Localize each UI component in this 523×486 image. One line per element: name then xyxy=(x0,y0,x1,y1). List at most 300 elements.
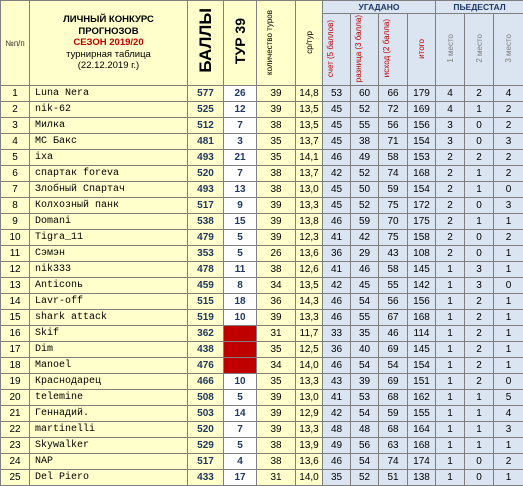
score-guessed: 35 xyxy=(323,470,351,486)
place1-count: 2 xyxy=(436,214,465,230)
tours-count: 26 xyxy=(257,246,296,262)
place3-count: 0 xyxy=(494,374,523,390)
row-number: 7 xyxy=(1,182,30,198)
points: 517 xyxy=(188,454,224,470)
tours-count: 34 xyxy=(257,278,296,294)
points: 529 xyxy=(188,438,224,454)
total-guessed: 175 xyxy=(408,214,436,230)
table-row xyxy=(1,230,523,246)
tours-count: 39 xyxy=(257,310,296,326)
tours-count: 39 xyxy=(257,406,296,422)
points: 520 xyxy=(188,422,224,438)
points: 503 xyxy=(188,406,224,422)
points: 538 xyxy=(188,214,224,230)
tour-points xyxy=(224,326,257,342)
player-name: Manoel xyxy=(30,358,188,374)
row-number: 4 xyxy=(1,134,30,150)
place1-count: 2 xyxy=(436,166,465,182)
score-guessed: 46 xyxy=(323,310,351,326)
place2-count: 2 xyxy=(465,326,494,342)
diff-guessed: 48 xyxy=(351,422,379,438)
place3-count: 1 xyxy=(494,470,523,486)
place3-count: 1 xyxy=(494,438,523,454)
tour-points: 5 xyxy=(224,230,257,246)
tours-count: 36 xyxy=(257,294,296,310)
place3-count: 0 xyxy=(494,278,523,294)
place2-count: 2 xyxy=(465,358,494,374)
place3-count: 2 xyxy=(494,230,523,246)
tours-count: 39 xyxy=(257,230,296,246)
score-guessed: 53 xyxy=(323,86,351,102)
row-number: 9 xyxy=(1,214,30,230)
place1-count: 4 xyxy=(436,86,465,102)
tours-count: 39 xyxy=(257,422,296,438)
player-name: martinelli xyxy=(30,422,188,438)
place1-count: 1 xyxy=(436,326,465,342)
diff-guessed: 52 xyxy=(351,198,379,214)
outcome-guessed: 69 xyxy=(379,374,408,390)
avg-per-tour: 12,9 xyxy=(296,406,323,422)
table-row xyxy=(1,118,523,134)
row-number: 25 xyxy=(1,470,30,486)
place1-count: 2 xyxy=(436,198,465,214)
total-guessed: 154 xyxy=(408,134,436,150)
score-guessed: 46 xyxy=(323,150,351,166)
row-number: 6 xyxy=(1,166,30,182)
place2-count: 0 xyxy=(465,230,494,246)
tour-header: ТУР 39 xyxy=(224,1,257,86)
total-guessed: 156 xyxy=(408,294,436,310)
place2-count: 2 xyxy=(465,342,494,358)
avg-per-tour: 14,3 xyxy=(296,294,323,310)
score-guessed: 33 xyxy=(323,326,351,342)
place2-count: 0 xyxy=(465,470,494,486)
score-guessed: 46 xyxy=(323,294,351,310)
place1-count: 3 xyxy=(436,118,465,134)
score-guessed: 45 xyxy=(323,182,351,198)
place1-count: 1 xyxy=(436,342,465,358)
avg-per-tour: 13,7 xyxy=(296,166,323,182)
outcome-guessed: 70 xyxy=(379,214,408,230)
diff-guessed: 52 xyxy=(351,470,379,486)
place2-count: 2 xyxy=(465,374,494,390)
total-guessed: 172 xyxy=(408,198,436,214)
outcome-guessed: 43 xyxy=(379,246,408,262)
avg-per-tour: 14,0 xyxy=(296,470,323,486)
place1-count: 2 xyxy=(436,246,465,262)
place1-count: 1 xyxy=(436,262,465,278)
contest-title-block xyxy=(30,1,188,86)
total-guessed: 151 xyxy=(408,374,436,390)
player-name: Tigra_11 xyxy=(30,230,188,246)
player-name: спартак foreva xyxy=(30,166,188,182)
tours-count: 31 xyxy=(257,470,296,486)
player-name: Skif xyxy=(30,326,188,342)
place2-count: 1 xyxy=(465,102,494,118)
diff-guessed: 52 xyxy=(351,166,379,182)
place2-count: 1 xyxy=(465,390,494,406)
avg-per-tour: 13,5 xyxy=(296,118,323,134)
row-number: 8 xyxy=(1,198,30,214)
tours-count: 38 xyxy=(257,438,296,454)
total-guessed: 164 xyxy=(408,422,436,438)
player-name: nik333 xyxy=(30,262,188,278)
player-name: Del Piero xyxy=(30,470,188,486)
diff-guessed: 60 xyxy=(351,86,379,102)
avg-per-tour: 13,7 xyxy=(296,134,323,150)
avg-per-tour: 13,9 xyxy=(296,438,323,454)
place3-count: 3 xyxy=(494,422,523,438)
points-header: БАЛЛЫ xyxy=(188,1,224,86)
points: 476 xyxy=(188,358,224,374)
outcome-guessed: 74 xyxy=(379,454,408,470)
avg-per-tour: 13,5 xyxy=(296,278,323,294)
place3-count: 1 xyxy=(494,310,523,326)
score-guessed: 41 xyxy=(323,230,351,246)
place1-count: 1 xyxy=(436,294,465,310)
outcome-guessed: 58 xyxy=(379,150,408,166)
guessed-group-header: УГАДАНО xyxy=(323,1,436,14)
points: 519 xyxy=(188,310,224,326)
points: 525 xyxy=(188,102,224,118)
table-row xyxy=(1,246,523,262)
title-line-1: ЛИЧНЫЙ КОНКУРС xyxy=(30,14,187,26)
place2-count: 0 xyxy=(465,454,494,470)
place1-count: 1 xyxy=(436,438,465,454)
avg-per-tour: 13,3 xyxy=(296,198,323,214)
table-row xyxy=(1,166,523,182)
total-guessed: 145 xyxy=(408,342,436,358)
player-name: Колхозный панк xyxy=(30,198,188,214)
player-name: Dim xyxy=(30,342,188,358)
title-line-2: ПРОГНОЗОВ xyxy=(30,26,187,38)
place1-count: 1 xyxy=(436,422,465,438)
outcome-guessed: 54 xyxy=(379,358,408,374)
row-number: 24 xyxy=(1,454,30,470)
avg-per-tour: 13,0 xyxy=(296,390,323,406)
place1-header: 1 место xyxy=(436,14,465,86)
points: 508 xyxy=(188,390,224,406)
row-number: 3 xyxy=(1,118,30,134)
row-number: 15 xyxy=(1,310,30,326)
score-guessed: 42 xyxy=(323,406,351,422)
points: 512 xyxy=(188,118,224,134)
place2-count: 0 xyxy=(465,246,494,262)
subtitle: турнирная таблица xyxy=(30,49,187,61)
score-guessed: 36 xyxy=(323,246,351,262)
score-guessed: 42 xyxy=(323,166,351,182)
place3-count: 1 xyxy=(494,294,523,310)
player-name: NAP xyxy=(30,454,188,470)
player-name: shark attack xyxy=(30,310,188,326)
avg-per-tour: 13,6 xyxy=(296,246,323,262)
diff-guessed: 50 xyxy=(351,182,379,198)
place2-count: 2 xyxy=(465,294,494,310)
place2-count: 1 xyxy=(465,422,494,438)
diff-header: разница (3 балла) xyxy=(351,14,379,86)
table-row xyxy=(1,198,523,214)
outcome-guessed: 75 xyxy=(379,230,408,246)
tour-points: 4 xyxy=(224,454,257,470)
place1-count: 1 xyxy=(436,278,465,294)
player-name: Lavr-off xyxy=(30,294,188,310)
podium-group-header: ПЬЕДЕСТАЛ xyxy=(436,1,523,14)
diff-guessed: 53 xyxy=(351,390,379,406)
points: 478 xyxy=(188,262,224,278)
tours-count: 38 xyxy=(257,454,296,470)
player-name: Геннадий. xyxy=(30,406,188,422)
total-guessed: 174 xyxy=(408,454,436,470)
avg-per-tour: 12,6 xyxy=(296,262,323,278)
tour-points: 5 xyxy=(224,390,257,406)
place1-count: 1 xyxy=(436,406,465,422)
total-guessed: 155 xyxy=(408,406,436,422)
tours-count: 39 xyxy=(257,102,296,118)
table-row xyxy=(1,422,523,438)
row-number: 12 xyxy=(1,262,30,278)
place3-count: 2 xyxy=(494,454,523,470)
total-guessed: 154 xyxy=(408,182,436,198)
tours-count: 39 xyxy=(257,198,296,214)
place3-count: 2 xyxy=(494,150,523,166)
points: 520 xyxy=(188,166,224,182)
place2-count: 1 xyxy=(465,182,494,198)
tour-points: 15 xyxy=(224,214,257,230)
place1-count: 2 xyxy=(436,182,465,198)
outcome-guessed: 71 xyxy=(379,134,408,150)
points: 438 xyxy=(188,342,224,358)
place2-count: 3 xyxy=(465,278,494,294)
diff-guessed: 39 xyxy=(351,374,379,390)
place3-count: 3 xyxy=(494,198,523,214)
tours-count: 38 xyxy=(257,262,296,278)
tours-count: 38 xyxy=(257,118,296,134)
tour-points: 3 xyxy=(224,134,257,150)
table-row xyxy=(1,262,523,278)
diff-guessed: 54 xyxy=(351,454,379,470)
place3-count: 1 xyxy=(494,358,523,374)
place2-count: 2 xyxy=(465,150,494,166)
total-guessed: 169 xyxy=(408,102,436,118)
total-header: итого xyxy=(408,14,436,86)
score-guessed: 46 xyxy=(323,358,351,374)
row-number: 5 xyxy=(1,150,30,166)
table-row xyxy=(1,374,523,390)
score-guessed: 41 xyxy=(323,390,351,406)
row-number: 10 xyxy=(1,230,30,246)
table-row xyxy=(1,294,523,310)
row-number: 16 xyxy=(1,326,30,342)
total-guessed: 153 xyxy=(408,150,436,166)
row-number: 1 xyxy=(1,86,30,102)
outcome-guessed: 51 xyxy=(379,470,408,486)
score-guessed: 45 xyxy=(323,134,351,150)
row-number: 17 xyxy=(1,342,30,358)
place3-header: 3 место xyxy=(494,14,523,86)
place1-count: 1 xyxy=(436,310,465,326)
player-name: Skywalker xyxy=(30,438,188,454)
table-row xyxy=(1,406,523,422)
place1-count: 1 xyxy=(436,358,465,374)
avg-header: ср/тур xyxy=(296,1,323,86)
tour-points: 7 xyxy=(224,166,257,182)
tours-count: 39 xyxy=(257,390,296,406)
total-guessed: 179 xyxy=(408,86,436,102)
row-number: 22 xyxy=(1,422,30,438)
avg-per-tour: 12,5 xyxy=(296,342,323,358)
points: 479 xyxy=(188,230,224,246)
player-name: Domani xyxy=(30,214,188,230)
place2-count: 2 xyxy=(465,310,494,326)
tours-count: 35 xyxy=(257,150,296,166)
row-number: 11 xyxy=(1,246,30,262)
tours-count: 39 xyxy=(257,214,296,230)
tours-count: 31 xyxy=(257,326,296,342)
row-number: 13 xyxy=(1,278,30,294)
tours-count: 39 xyxy=(257,86,296,102)
outcome-guessed: 55 xyxy=(379,278,408,294)
total-guessed: 156 xyxy=(408,118,436,134)
tour-points: 13 xyxy=(224,182,257,198)
total-guessed: 168 xyxy=(408,438,436,454)
place3-count: 1 xyxy=(494,262,523,278)
score-guessed: 46 xyxy=(323,454,351,470)
total-guessed: 154 xyxy=(408,358,436,374)
place2-count: 0 xyxy=(465,118,494,134)
score-guessed: 48 xyxy=(323,422,351,438)
outcome-guessed: 74 xyxy=(379,166,408,182)
player-name: Сэмэн xyxy=(30,246,188,262)
tours-count: 34 xyxy=(257,358,296,374)
avg-per-tour: 13,3 xyxy=(296,310,323,326)
total-guessed: 168 xyxy=(408,310,436,326)
outcome-guessed: 72 xyxy=(379,102,408,118)
place1-count: 3 xyxy=(436,134,465,150)
points: 577 xyxy=(188,86,224,102)
place2-count: 1 xyxy=(465,438,494,454)
diff-guessed: 38 xyxy=(351,134,379,150)
place1-count: 2 xyxy=(436,150,465,166)
diff-guessed: 29 xyxy=(351,246,379,262)
date-label: (22.12.2019 г.) xyxy=(30,60,187,72)
table-row xyxy=(1,470,523,486)
outcome-guessed: 56 xyxy=(379,118,408,134)
player-name: Anticonь xyxy=(30,278,188,294)
place3-count: 4 xyxy=(494,86,523,102)
score-guessed: 45 xyxy=(323,102,351,118)
tour-points: 18 xyxy=(224,294,257,310)
diff-guessed: 40 xyxy=(351,342,379,358)
table-row xyxy=(1,358,523,374)
outcome-guessed: 69 xyxy=(379,342,408,358)
diff-guessed: 54 xyxy=(351,294,379,310)
tour-points: 17 xyxy=(224,470,257,486)
place1-count: 2 xyxy=(436,230,465,246)
place2-count: 1 xyxy=(465,406,494,422)
score-guessed: 42 xyxy=(323,278,351,294)
place3-count: 2 xyxy=(494,166,523,182)
score-guessed: 43 xyxy=(323,374,351,390)
diff-guessed: 35 xyxy=(351,326,379,342)
outcome-header: исход (2 балла) xyxy=(379,14,408,86)
outcome-guessed: 66 xyxy=(379,86,408,102)
total-guessed: 158 xyxy=(408,230,436,246)
avg-per-tour: 12,3 xyxy=(296,230,323,246)
score-guessed: 46 xyxy=(323,214,351,230)
table-row xyxy=(1,102,523,118)
score-guessed: 41 xyxy=(323,262,351,278)
row-number: 2 xyxy=(1,102,30,118)
table-row xyxy=(1,342,523,358)
outcome-guessed: 63 xyxy=(379,438,408,454)
points: 362 xyxy=(188,326,224,342)
outcome-guessed: 58 xyxy=(379,262,408,278)
table-row xyxy=(1,182,523,198)
avg-per-tour: 13,3 xyxy=(296,374,323,390)
tour-points: 14 xyxy=(224,406,257,422)
diff-guessed: 55 xyxy=(351,118,379,134)
tour-points: 12 xyxy=(224,102,257,118)
points: 481 xyxy=(188,134,224,150)
table-row xyxy=(1,278,523,294)
score-guessed: 36 xyxy=(323,342,351,358)
diff-guessed: 46 xyxy=(351,262,379,278)
place3-count: 2 xyxy=(494,102,523,118)
place3-count: 1 xyxy=(494,246,523,262)
tours-count: 35 xyxy=(257,342,296,358)
place2-count: 1 xyxy=(465,166,494,182)
table-row xyxy=(1,390,523,406)
outcome-guessed: 75 xyxy=(379,198,408,214)
row-number: 21 xyxy=(1,406,30,422)
tour-points: 7 xyxy=(224,422,257,438)
tour-points: 26 xyxy=(224,86,257,102)
place2-count: 1 xyxy=(465,214,494,230)
avg-per-tour: 13,0 xyxy=(296,182,323,198)
tours-count-header: количество туров xyxy=(257,1,296,86)
table-row xyxy=(1,214,523,230)
total-guessed: 108 xyxy=(408,246,436,262)
points: 493 xyxy=(188,150,224,166)
tours-count: 35 xyxy=(257,134,296,150)
points: 459 xyxy=(188,278,224,294)
tours-count: 38 xyxy=(257,182,296,198)
standings-body xyxy=(1,86,523,486)
total-guessed: 114 xyxy=(408,326,436,342)
player-name: Злобный Спартач xyxy=(30,182,188,198)
avg-per-tour: 13,6 xyxy=(296,454,323,470)
place3-count: 2 xyxy=(494,118,523,134)
table-row xyxy=(1,438,523,454)
total-guessed: 142 xyxy=(408,278,436,294)
tour-points: 5 xyxy=(224,438,257,454)
diff-guessed: 55 xyxy=(351,310,379,326)
place2-count: 0 xyxy=(465,134,494,150)
place3-count: 3 xyxy=(494,134,523,150)
season-label: СЕЗОН 2019/20 xyxy=(30,37,187,49)
diff-guessed: 52 xyxy=(351,102,379,118)
place2-count: 3 xyxy=(465,262,494,278)
place1-count: 1 xyxy=(436,374,465,390)
tour-points xyxy=(224,342,257,358)
diff-guessed: 59 xyxy=(351,214,379,230)
tours-count: 35 xyxy=(257,374,296,390)
place1-count: 1 xyxy=(436,470,465,486)
tour-points: 10 xyxy=(224,310,257,326)
row-number: 18 xyxy=(1,358,30,374)
tour-points: 10 xyxy=(224,374,257,390)
total-guessed: 145 xyxy=(408,262,436,278)
